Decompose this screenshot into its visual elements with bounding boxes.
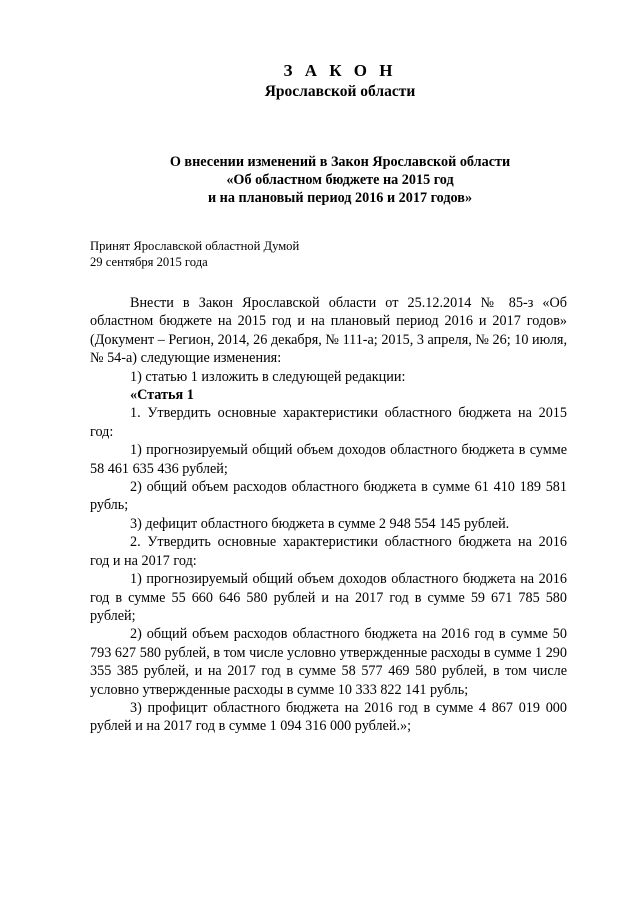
intro-paragraph: Внести в Закон Ярославской области от 25.12.2014 № 85-з «Об областном бюджете на 2015 год и на плановый период 2016 и 2017 годов» (Документ – Регион, 2014, 26 декабря, № 111-а; 2015, 3 апреля, № 26; 10 июля, № 54-а) следующие изменения:: [90, 295, 567, 367]
article-part-2-item-2: 2) общий объем расходов областного бюджета на 2016 год в сумме 50 793 627 580 рублей, в том числе условно утвержденные расходы в сумме 1 290 355 385 рублей, и на 2017 год в сумме 58 577 469 580 рублей, в том числе условно утвержденные расходы в сумме 10 333 822 141 рубль;: [90, 626, 567, 698]
adoption-body: Принят Ярославской областной Думой: [90, 239, 300, 253]
article-heading: «Статья 1: [130, 387, 194, 404]
amendment-item-1: 1) статью 1 изложить в следующей редакции:: [130, 368, 406, 385]
article-part-1-item-1: 1) прогнозируемый общий объем доходов областного бюджета в сумме 58 461 635 436 рублей;: [90, 442, 567, 477]
law-title-line-1: О внесении изменений в Закон Ярославской области: [169, 154, 511, 170]
article-part-2: 2. Утвердить основные характеристики областного бюджета на 2016 год и на 2017 год:: [90, 534, 567, 569]
article-part-1-item-3: 3) дефицит областного бюджета в сумме 2 948 554 145 рублей.: [130, 515, 510, 532]
region-heading: Ярославской области: [264, 83, 416, 100]
law-title: [0, 153, 640, 207]
law-title-line-3: и на плановый период 2016 и 2017 годов»: [207, 190, 473, 206]
article-part-1: 1. Утвердить основные характеристики областного бюджета на 2015 год:: [90, 405, 567, 440]
article-part-2-item-1: 1) прогнозируемый общий объем доходов областного бюджета на 2016 год в сумме 55 660 646 580 рублей и на 2017 год в сумме 59 671 785 580 рублей;: [90, 571, 567, 624]
article-part-2-item-3: 3) профицит областного бюджета на 2016 год в сумме 4 867 019 000 рублей и на 2017 год в сумме 1 094 316 000 рублей.»;: [90, 699, 567, 735]
law-heading: З А К О Н: [283, 61, 397, 80]
adoption-date: 29 сентября 2015 года: [90, 255, 208, 269]
adoption-note: [90, 238, 510, 270]
law-body: [90, 294, 567, 736]
law-title-line-2: «Об областном бюджете на 2015 год: [226, 172, 454, 188]
article-part-1-item-2: 2) общий объем расходов областного бюджета в сумме 61 410 189 581 рубль;: [90, 479, 567, 514]
